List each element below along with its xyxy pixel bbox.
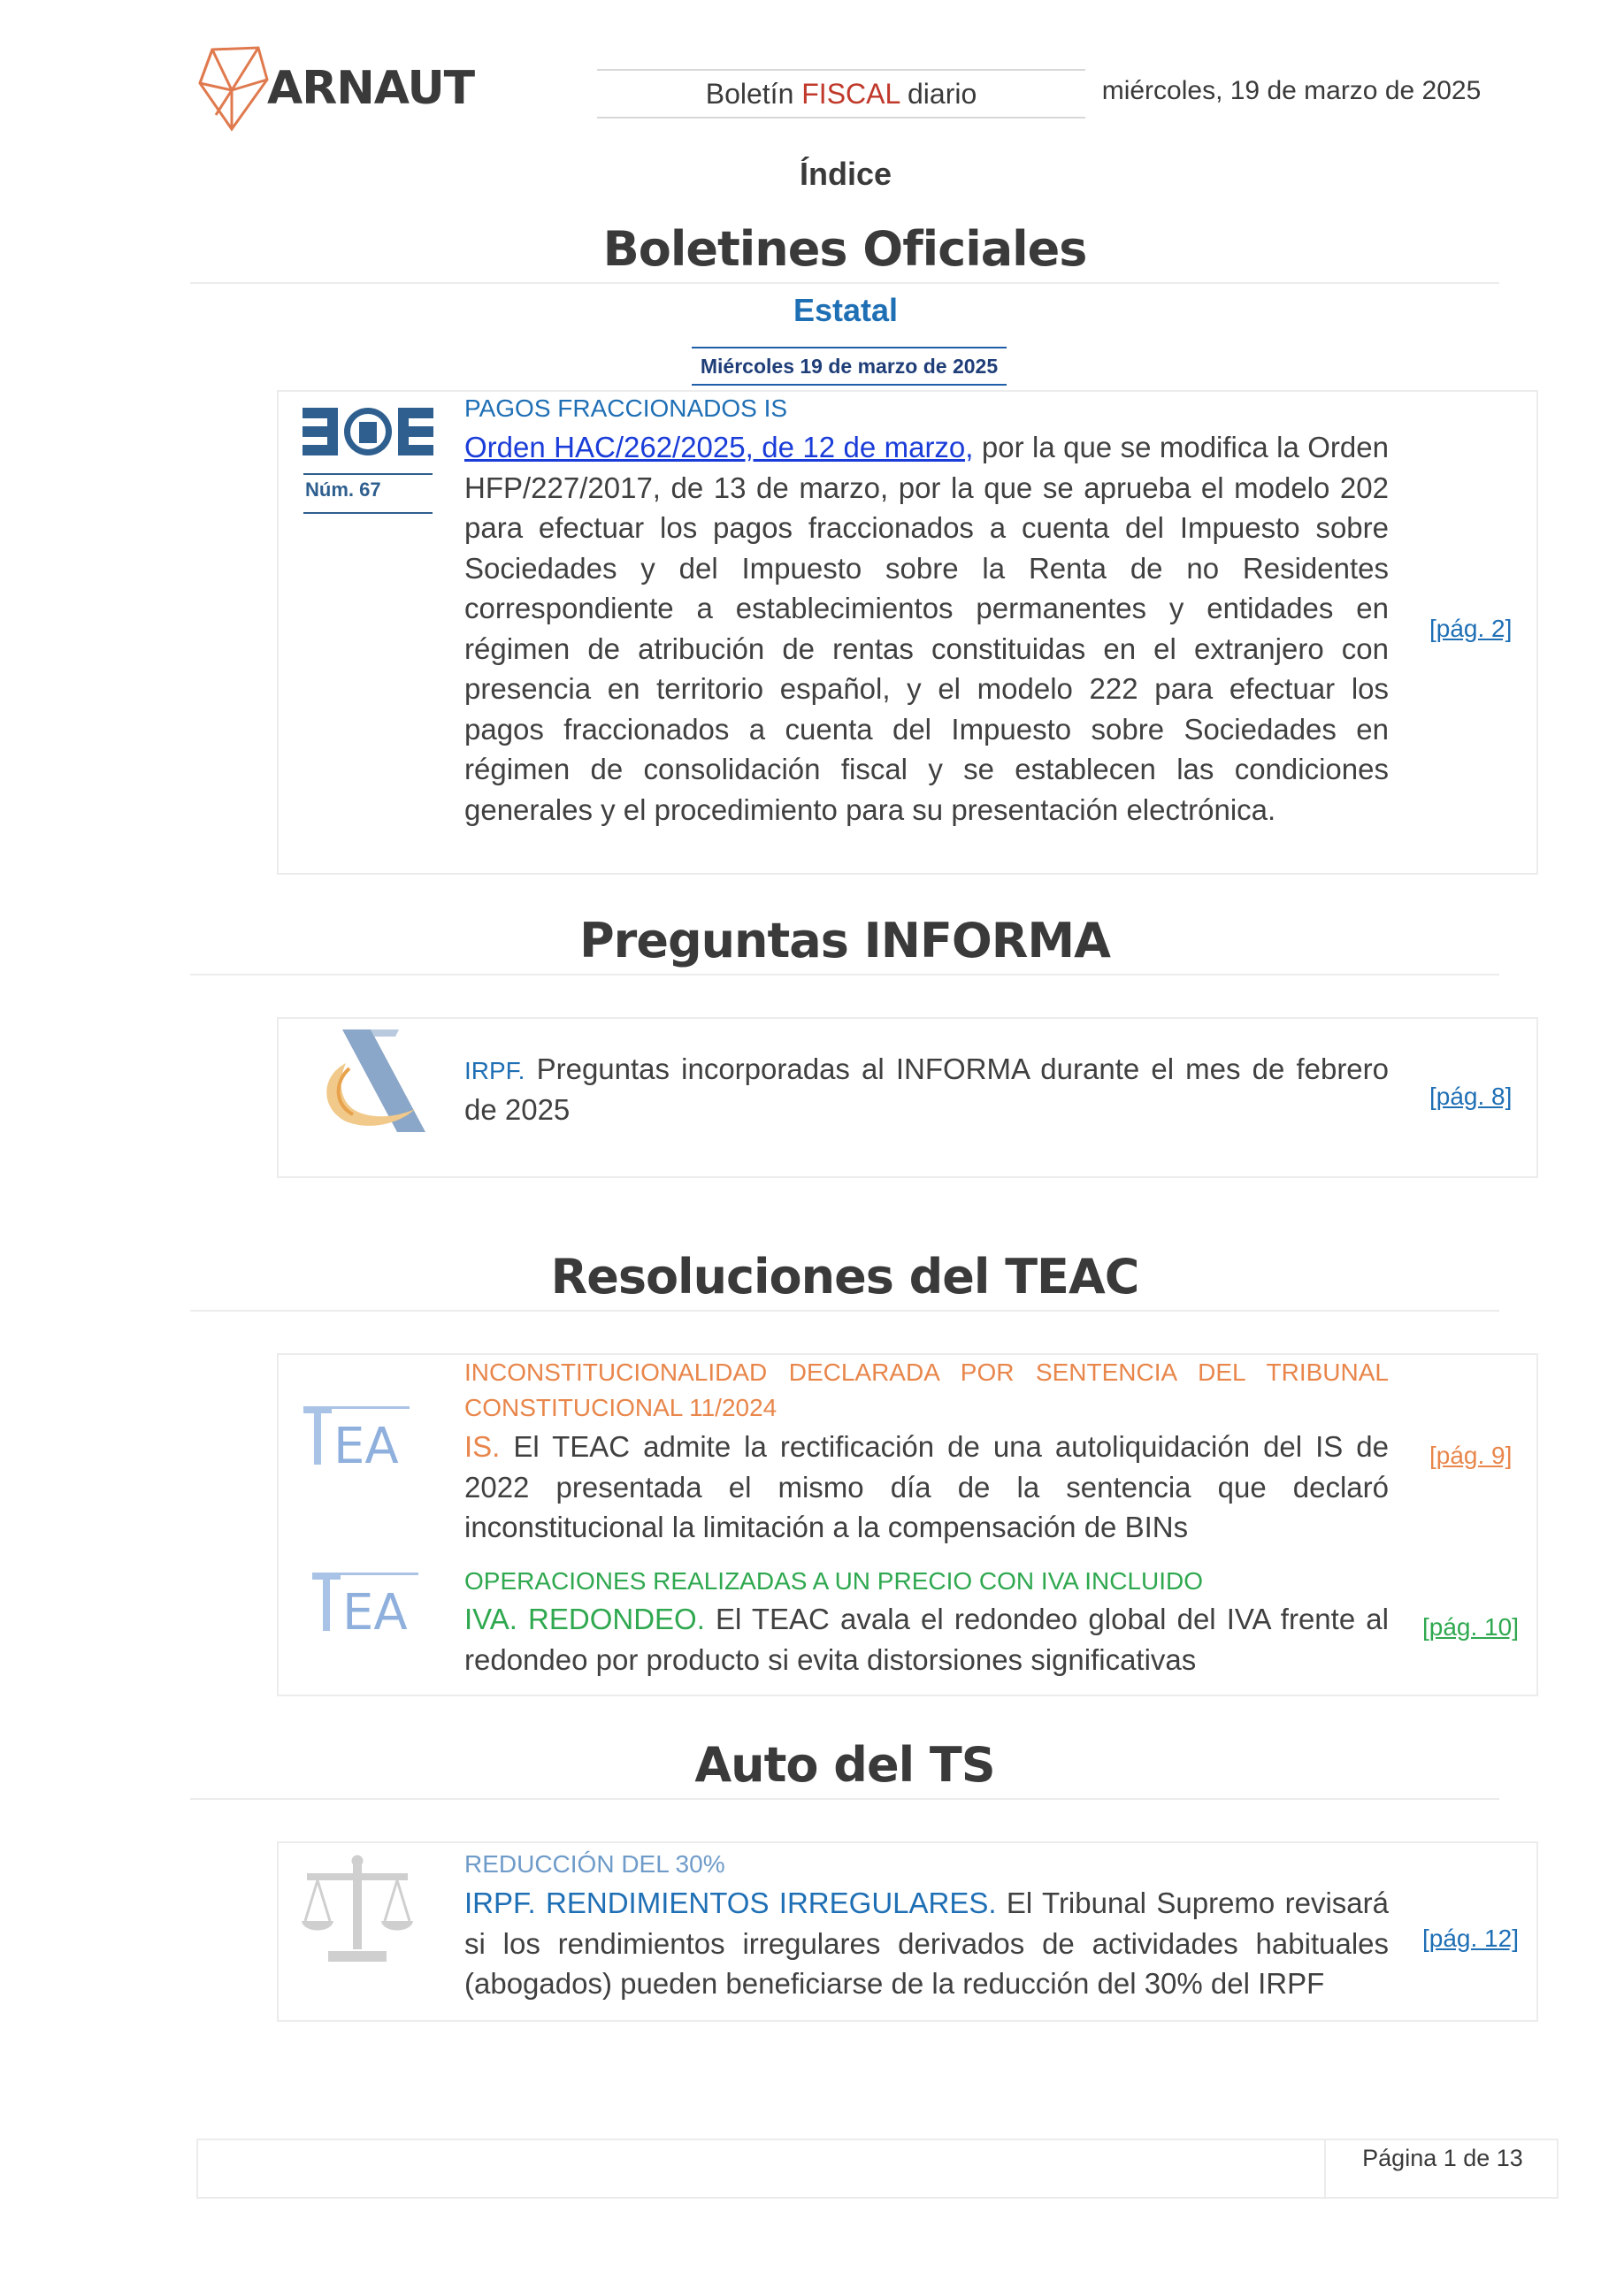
boe-emblem-icon [303, 404, 433, 459]
boletines-item-text [464, 427, 1389, 830]
informa-item-body: Preguntas incorporadas al INFORMA durante el mes de febrero de 2025 [464, 1052, 1389, 1126]
teac-item2-text [464, 1599, 1389, 1680]
ts-item-lead: IRPF. RENDIMIENTOS IRREGULARES. [464, 1887, 997, 1919]
teac-item1-text [464, 1427, 1389, 1548]
informa-item-text [464, 1049, 1389, 1129]
category-operaciones-iva: OPERACIONES REALIZADAS A UN PRECIO CON IVA INCLUIDO [464, 1567, 1204, 1595]
orden-hac-link[interactable]: Orden HAC/262/2025, de 12 de marzo, [464, 431, 974, 463]
bulletin-title: Boletín FISCAL diario [597, 69, 1085, 119]
page-ref-8[interactable]: [pág. 8] [1429, 1083, 1513, 1110]
section-title-teac: Resoluciones del TEAC [190, 1249, 1499, 1312]
page-ref-2[interactable]: [pág. 2] [1429, 615, 1513, 642]
tea-logo-icon [303, 1404, 417, 1468]
teac-item1-lead: IS. [464, 1430, 501, 1463]
boletines-item-body: por la que se modifica la Orden HFP/227/2017, de 13 de marzo, por la que se aprueba el modelo 202 para efectuar los pagos fraccionados a cuenta del Impuesto sobre Sociedades y del Impuesto sobre la Renta de no Residentes correspondiente a establecimientos permanentes y entidades en régimen de atribución de rentas constituidas en el extranjero con presencia en territorio español, y el modelo 222 para efectuar los pagos fraccionados a cuenta del Impuesto sobre Sociedades en régimen de consolidación fiscal y se establecen las condiciones generales y el procedimiento para su presentación electrónica. [464, 431, 1389, 826]
page-ref-9[interactable]: [pág. 9] [1429, 1442, 1513, 1469]
index-title: Índice [799, 156, 892, 192]
ts-item-text [464, 1883, 1389, 2004]
category-pagos-fraccionados: PAGOS FRACCIONADOS IS [464, 394, 788, 422]
teac-item2-body: El TEAC avala el redondeo global del IVA frente al redondeo por producto si evita distorsiones significativas [464, 1603, 1389, 1676]
footer-separator [1324, 2140, 1326, 2197]
bulletin-title-highlight: FISCAL [801, 78, 900, 110]
boe-divider [303, 473, 433, 475]
teac-item2-lead: IVA. REDONDEO. [464, 1603, 705, 1635]
section-title-boletines: Boletines Oficiales [190, 221, 1499, 284]
arnaut-logo [196, 44, 475, 133]
category-inconstitucionalidad: INCONSTITUCIONALIDAD DECLARADA POR SENTENCIA DEL TRIBUNAL CONSTITUCIONAL 11/2024 [464, 1358, 1389, 1421]
boe-number: Núm. 67 [305, 478, 381, 501]
tea-logo-icon [312, 1571, 425, 1634]
teac-item1-body: El TEAC admite la rectificación de una autoliquidación del IS de 2022 presentada el mismo día de la sentencia que declaró inconstitucional la limitación a la compensación de BINs [464, 1430, 1389, 1543]
page-ref-10[interactable]: [pág. 10] [1422, 1613, 1519, 1641]
justice-scales-icon [302, 1852, 413, 1967]
section-title-ts: Auto del TS [190, 1737, 1499, 1800]
arnaut-geometric-logo-icon [196, 44, 269, 133]
logo-text: ARNAUT [267, 62, 475, 115]
ts-item-body: El Tribunal Supremo revisará si los rendimientos irregulares derivados de actividades habituales (abogados) pueden beneficiarse de la reducción del 30% del IRPF [464, 1887, 1389, 2000]
date-label: Miércoles 19 de marzo de 2025 [692, 347, 1007, 386]
aeat-logo-icon [310, 1024, 431, 1134]
section-subtitle-estatal: Estatal [793, 292, 899, 328]
footer-page-number: Página 1 de 13 [1362, 2145, 1523, 2171]
boe-divider-bottom [303, 512, 433, 514]
footer [196, 2139, 1559, 2199]
svg-text:EA: EA [333, 1418, 399, 1468]
category-reduccion-30: REDUCCIÓN DEL 30% [464, 1850, 725, 1878]
header-date: miércoles, 19 de marzo de 2025 [1101, 76, 1482, 105]
page-ref-12[interactable]: [pág. 12] [1422, 1925, 1519, 1952]
category-irpf: IRPF. [464, 1057, 525, 1084]
section-title-informa: Preguntas INFORMA [190, 913, 1499, 976]
svg-text:EA: EA [342, 1584, 408, 1634]
